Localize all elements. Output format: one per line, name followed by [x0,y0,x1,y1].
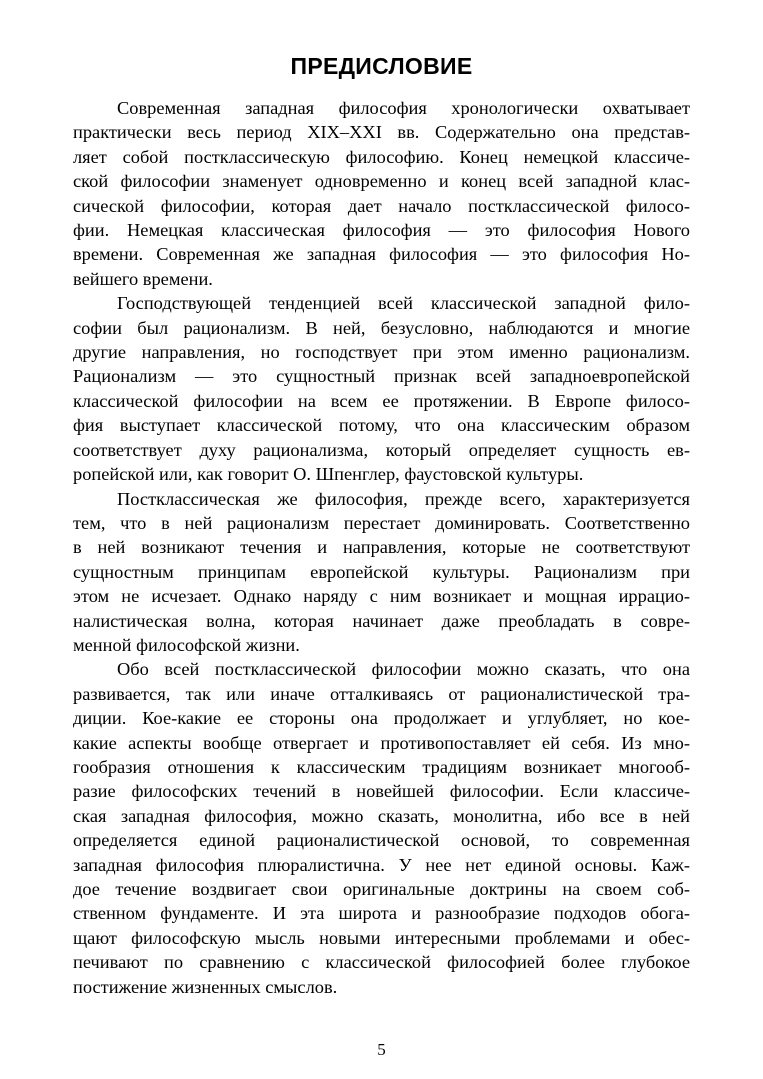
text-line: налистическая волна, которая начинает даже преобладать в совре- [73,610,690,631]
text-line: другие направления, но господствует при этом именно рационализм. [73,342,690,363]
text-line: менной философской жизни. [73,634,300,655]
paragraph [73,96,690,291]
text-line: Обо всей постклассической философии можно сказать, что она [117,659,690,680]
text-line: Господствующей тенденцией всей классической западной фило- [117,293,690,314]
text-line: дое течение воздвигает свои оригинальные доктрины на своем соб- [73,879,690,899]
text-line: вейшего времени. [73,268,213,289]
text-line: ственном фундаменте. И эта широта и разнообразие подходов обога- [73,903,690,924]
text-line: развивается, так или иначе отталкиваясь от рационалистической тра- [73,683,690,704]
text-line: классической философии на всем ее протяжении. В Европе филосо- [73,390,690,411]
text-line: софии был рационализм. В ней, безусловно, наблюдаются и многие [73,317,690,338]
text-line: ская западная философия, можно сказать, монолитна, ибо все в ней [73,805,690,826]
page-title: ПРЕДИСЛОВИЕ [290,53,473,79]
text-line: фии. Немецкая классическая философия — это философия Нового [73,220,690,241]
text-line: практически весь период XIX–XXI вв. Содержательно она представ- [73,122,690,143]
paragraph [73,487,690,658]
text-line: печивают по сравнению с классической философией более глубокое [73,952,690,973]
text-line: какие аспекты вообще отвергает и противопоставляет ей себя. Из мно- [73,732,690,753]
text-line: сущностным принципам европейской культуры. Рационализм при [73,561,690,582]
text-line: постижение жизненных смыслов. [73,976,338,997]
text-line: западная философия плюралистична. У нее нет единой основы. Каж- [73,854,690,875]
paragraph [73,291,690,486]
page-number: 5 [377,1040,386,1059]
text-line: тем, что в ней рационализм перестает доминировать. Соответственно [73,512,690,533]
text-line: диции. Кое-какие ее стороны она продолжает и углубляет, но кое- [73,708,690,729]
text-line: Постклассическая же философия, прежде всего, характеризуется [117,488,690,509]
text-line: ропейской или, как говорит О. Шпенглер, фаустовской культуры. [73,464,584,485]
text-line: разие философских течений в новейшей философии. Если классиче- [73,781,690,802]
text-line: фия выступает классической потому, что она классическим образом [73,415,690,436]
body-text [73,96,690,999]
text-line: ляет собой постклассическую философию. Конец немецкой классиче- [73,146,690,167]
text-line: определяется единой рационалистической основой, то современная [73,830,690,851]
text-line: Рационализм — это сущностный признак всей западноевропейской [73,366,690,387]
text-line: гообразия отношения к классическим традициям возникает многооб- [73,756,690,777]
paragraph [73,657,690,999]
text-line: в ней возникают течения и направления, которые не соответствуют [73,537,690,558]
text-line: Современная западная философия хронологически охватывает [117,98,690,118]
text-line: щают философскую мысль новыми интересными проблемами и обес- [73,927,690,948]
text-line: ской философии знаменует одновременно и конец всей западной клас- [73,171,690,192]
text-line: времени. Современная же западная философия — это философия Но- [73,244,690,265]
text-line: этом не исчезает. Однако наряду с ним возникает и мощная иррацио- [73,586,690,607]
text-line: соответствует духу рационализма, который определяет сущность ев- [73,439,690,460]
text-line: сической философии, которая дает начало постклассической филосо- [73,195,690,216]
